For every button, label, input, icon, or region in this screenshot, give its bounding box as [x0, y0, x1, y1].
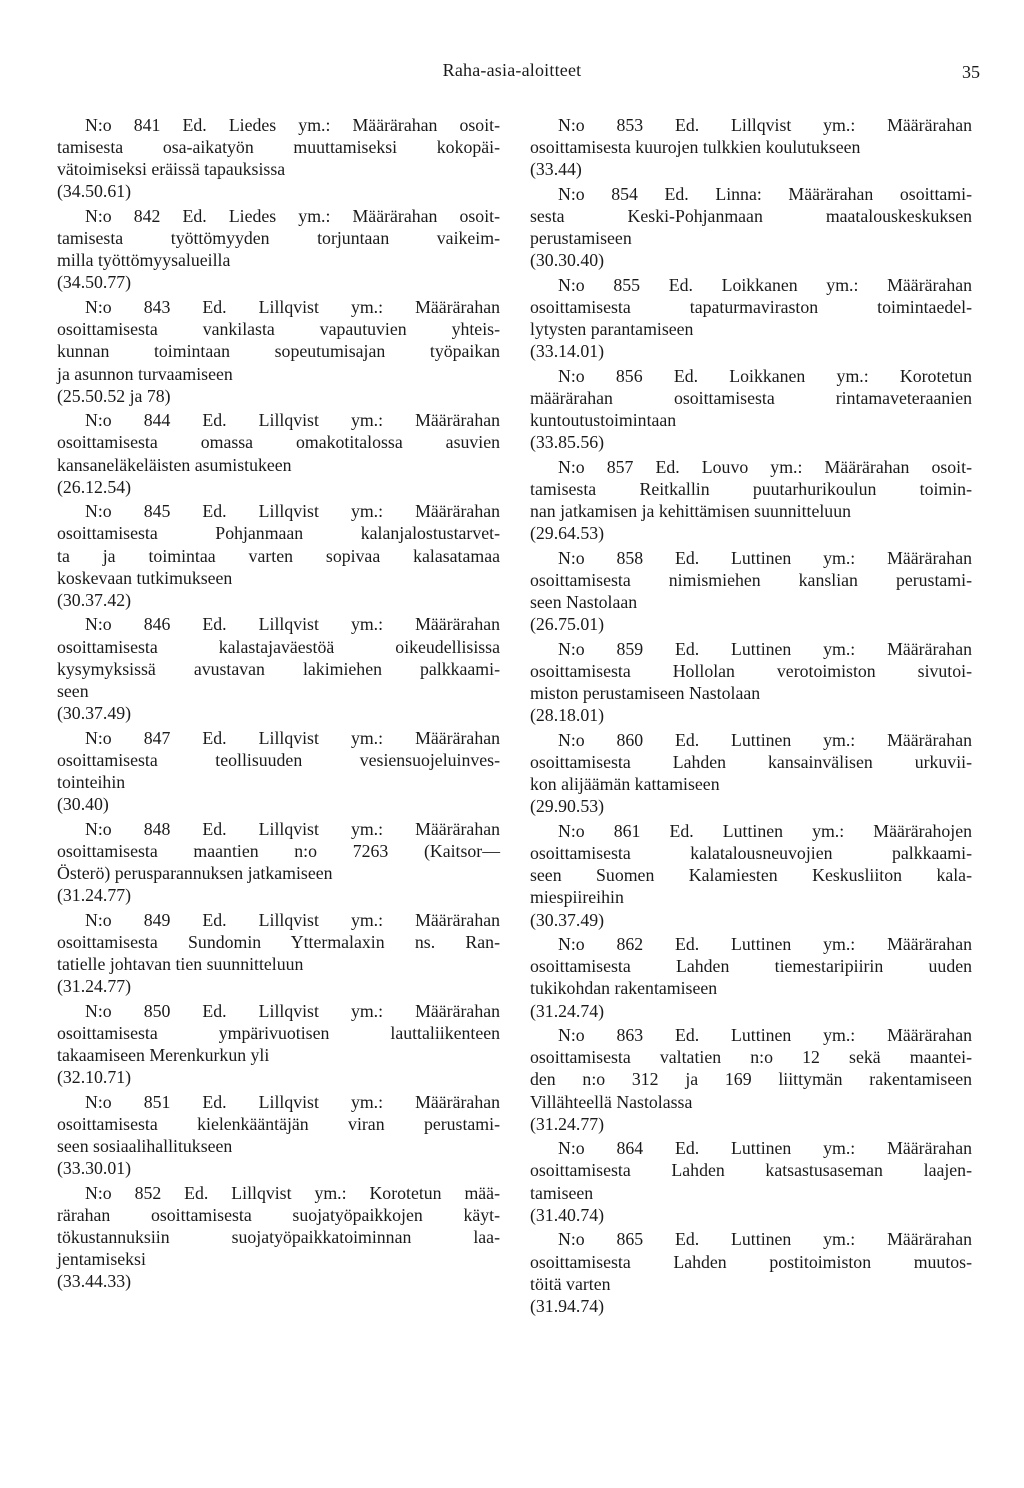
budget-reference: (33.14.01) [530, 341, 605, 362]
entry-text-line: takaamiseen Merenkurkun yli [57, 1044, 270, 1065]
entry-text-line: miston perustamiseen Nastolaan [530, 683, 761, 704]
entry-text-line: seen sosiaalihallitukseen [57, 1135, 233, 1156]
budget-reference: (29.90.53) [530, 796, 605, 817]
entry-text-line: osoittamisesta kielenkääntäjän viran perustami- [57, 1113, 500, 1134]
entry-text-line: den n:o 312 ja 169 liittymän rakentamiseen [530, 1069, 972, 1090]
entry-text-line: seen Nastolaan [530, 592, 638, 613]
entry-text-line: nan jatkamisen ja kehittämisen suunnitteluun [530, 501, 851, 522]
motion-entry [57, 114, 500, 203]
motion-entry [57, 613, 500, 724]
budget-reference: (30.40) [57, 794, 109, 815]
entry-text-line: osoittamisesta Lahden postitoimiston muutos- [530, 1251, 972, 1272]
entry-text-line: N:o 860 Ed. Luttinen ym.: Määrärahan [558, 729, 972, 750]
motion-entry [530, 365, 972, 454]
entry-text-line: perustamiseen [530, 228, 632, 249]
entry-text-line: tökustannuksiin suojatyöpaikkatoiminnan laa- [57, 1226, 500, 1247]
motion-entry [530, 1137, 972, 1226]
budget-reference: (29.64.53) [530, 523, 605, 544]
budget-reference: (28.18.01) [530, 705, 605, 726]
budget-reference: (30.37.49) [57, 703, 132, 724]
entry-text-line: N:o 863 Ed. Luttinen ym.: Määrärahan [558, 1025, 972, 1046]
entry-text-line: jentamiseksi [57, 1249, 146, 1270]
entry-text-line: osoittamisesta Lahden kansainvälisen urkuvii- [530, 752, 972, 773]
entry-text-line: N:o 843 Ed. Lillqvist ym.: Määrärahan [85, 297, 500, 318]
motion-entry [530, 183, 972, 272]
entry-text-line: Österö) perusparannuksen jatkamiseen [57, 862, 333, 883]
entry-text-line: kon alijäämän kattamiseen [530, 774, 720, 795]
entry-text-line: N:o 857 Ed. Louvo ym.: Määrärahan osoit- [558, 456, 972, 477]
entry-text-line: seen Suomen Kalamiesten Keskusliiton kala- [530, 865, 972, 886]
entry-text-line: N:o 849 Ed. Lillqvist ym.: Määrärahan [85, 909, 500, 930]
entry-text-line: N:o 852 Ed. Lillqvist ym.: Korotetun mää- [85, 1182, 500, 1203]
entry-text-line: ta ja toimintaa varten sopivaa kalasatamaa [57, 545, 500, 566]
motion-entry [530, 1228, 972, 1317]
motion-entry [57, 727, 500, 816]
entry-text-line: N:o 862 Ed. Luttinen ym.: Määrärahan [558, 934, 972, 955]
entry-text-line: tointeihin [57, 771, 126, 792]
right-column [530, 114, 972, 1319]
budget-reference: (30.30.40) [530, 250, 605, 271]
budget-reference: (26.12.54) [57, 476, 132, 497]
entry-text-line: osoittamisesta kuurojen tulkkien koulutukseen [530, 137, 861, 158]
budget-reference: (34.50.61) [57, 181, 132, 202]
entry-text-line: N:o 853 Ed. Lillqvist ym.: Määrärahan [558, 115, 972, 135]
budget-reference: (31.24.74) [530, 1000, 605, 1021]
motion-entry [57, 500, 500, 611]
budget-reference: (33.44.33) [57, 1271, 132, 1292]
entry-text-line: osoittamisesta Lahden katsastusaseman laajen- [530, 1160, 972, 1181]
motion-entry [530, 638, 972, 727]
left-column [57, 114, 500, 1295]
entry-text-line: N:o 861 Ed. Luttinen ym.: Määrärahojen [558, 820, 972, 841]
budget-reference: (31.24.77) [57, 885, 132, 906]
entry-text-line: N:o 859 Ed. Luttinen ym.: Määrärahan [558, 638, 972, 659]
entry-text-line: N:o 842 Ed. Liedes ym.: Määrärahan osoit- [85, 206, 500, 227]
budget-reference: (33.85.56) [530, 432, 605, 453]
entry-text-line: tamisesta Reitkallin puutarhurikoulun toimin- [530, 479, 972, 500]
entry-text-line: osoittamisesta Hollolan verotoimiston sivutoi- [530, 661, 972, 682]
entry-text-line: osoittamisesta nimismiehen kanslian perustami- [530, 570, 972, 591]
motion-entry [57, 1000, 500, 1089]
entry-text-line: N:o 858 Ed. Luttinen ym.: Määrärahan [558, 547, 972, 568]
budget-reference: (31.24.77) [530, 1113, 605, 1134]
entry-text-line: osoittamisesta kalatalousneuvojien palkkaami- [530, 843, 972, 864]
motion-entry [57, 296, 500, 407]
motion-entry [530, 456, 972, 545]
budget-reference: (31.40.74) [530, 1204, 605, 1225]
entry-text-line: N:o 851 Ed. Lillqvist ym.: Määrärahan [85, 1091, 500, 1112]
motion-entry [530, 729, 972, 818]
entry-text-line: N:o 865 Ed. Luttinen ym.: Määrärahan [558, 1229, 972, 1250]
entry-text-line: tamisesta työttömyyden torjuntaan vaikeim- [57, 228, 500, 249]
entry-text-line: rärahan osoittamisesta suojatyöpaikkojen käyt- [57, 1204, 500, 1225]
motion-entry [530, 547, 972, 636]
entry-text-line: lytysten parantamiseen [530, 319, 694, 340]
entry-text-line: N:o 864 Ed. Luttinen ym.: Määrärahan [558, 1138, 972, 1159]
motion-entry [57, 205, 500, 294]
entry-text-line: osoittamisesta tapaturmaviraston toimintaedel- [530, 297, 972, 318]
entry-text-line: milla työttömyysalueilla [57, 250, 231, 271]
entry-text-line: osoittamisesta valtatien n:o 12 sekä maantei- [530, 1047, 972, 1068]
entry-text-line: osoittamisesta Pohjanmaan kalanjalostustarvet- [57, 523, 500, 544]
entry-text-line: N:o 844 Ed. Lillqvist ym.: Määrärahan [85, 410, 500, 431]
entry-text-line: N:o 854 Ed. Linna: Määrärahan osoittami- [558, 183, 972, 204]
entry-text-line: osoittamisesta Lahden tiemestaripiirin uuden [530, 956, 972, 977]
budget-reference: (34.50.77) [57, 272, 132, 293]
entry-text-line: vätoimiseksi eräissä tapauksissa [57, 159, 286, 180]
entry-text-line: tamiseen [530, 1182, 594, 1203]
entry-text-line: tukikohdan rakentamiseen [530, 978, 718, 999]
page-number: 35 [962, 62, 980, 82]
entry-text-line: Villähteellä Nastolassa [530, 1091, 693, 1112]
entry-text-line: N:o 848 Ed. Lillqvist ym.: Määrärahan [85, 818, 500, 839]
entry-text-line: N:o 855 Ed. Loikkanen ym.: Määrärahan [558, 274, 972, 295]
entry-text-line: määrärahan osoittamisesta rintamaveteraanien [530, 388, 972, 409]
entry-text-line: osoittamisesta teollisuuden vesiensuojeluinves- [57, 749, 500, 770]
entry-text-line: osoittamisesta ympärivuotisen lauttaliikenteen [57, 1022, 500, 1043]
entry-text-line: osoittamisesta Sundomin Yttermalaxin ns. Ran- [57, 931, 500, 952]
motion-entry [530, 820, 972, 931]
entry-text-line: N:o 846 Ed. Lillqvist ym.: Määrärahan [85, 614, 500, 635]
running-title: Raha-asia-aloitteet [442, 60, 582, 80]
entry-text-line: N:o 856 Ed. Loikkanen ym.: Korotetun [558, 365, 972, 386]
entry-text-line: miespiireihin [530, 887, 624, 908]
entry-text-line: seen [57, 680, 89, 701]
entry-text-line: ja asunnon turvaamiseen [57, 363, 233, 384]
motion-entry [57, 909, 500, 998]
budget-reference: (30.37.42) [57, 589, 132, 610]
budget-reference: (33.44) [530, 159, 582, 180]
motion-entry [530, 933, 972, 1022]
entry-text-line: N:o 847 Ed. Lillqvist ym.: Määrärahan [85, 727, 500, 748]
budget-reference: (25.50.52 ja 78) [57, 385, 171, 406]
budget-reference: (33.30.01) [57, 1158, 132, 1179]
entry-text-line: osoittamisesta kalastajaväestöä oikeudellisissa [57, 636, 500, 657]
motion-entry [530, 114, 972, 180]
entry-text-line: töitä varten [530, 1273, 611, 1294]
entry-text-line: kansaneläkeläisten asumistukeen [57, 454, 292, 475]
entry-text-line: tamisesta osa-aikatyön muuttamiseksi kokopäi- [57, 137, 500, 158]
entry-text-line: kuntoutustoimintaan [530, 410, 677, 431]
entry-text-line: N:o 850 Ed. Lillqvist ym.: Määrärahan [85, 1000, 500, 1021]
motion-entry [530, 1024, 972, 1135]
budget-reference: (31.24.77) [57, 976, 132, 997]
entry-text-line: osoittamisesta vankilasta vapautuvien yhteis- [57, 319, 500, 340]
budget-reference: (30.37.49) [530, 909, 605, 930]
motion-entry [57, 409, 500, 498]
entry-text-line: N:o 845 Ed. Lillqvist ym.: Määrärahan [85, 501, 500, 522]
entry-text-line: osoittamisesta omassa omakotitalossa asuvien [57, 432, 500, 453]
entry-text-line: sesta Keski-Pohjanmaan maatalouskeskuksen [530, 206, 972, 227]
budget-reference: (31.94.74) [530, 1295, 605, 1316]
entry-text-line: tatielle johtavan tien suunnitteluun [57, 953, 304, 974]
entry-text-line: kunnan toimintaan sopeutumisajan työpaikan [57, 341, 500, 362]
motion-entry [57, 1091, 500, 1180]
entry-text-line: N:o 841 Ed. Liedes ym.: Määrärahan osoit- [85, 115, 500, 135]
motion-entry [530, 274, 972, 363]
budget-reference: (32.10.71) [57, 1067, 132, 1088]
entry-text-line: koskevaan tutkimukseen [57, 567, 233, 588]
budget-reference: (26.75.01) [530, 614, 605, 635]
motion-entry [57, 818, 500, 907]
entry-text-line: osoittamisesta maantien n:o 7263 (Kaitsor— [57, 840, 500, 861]
motion-entry [57, 1182, 500, 1293]
entry-text-line: kysymyksissä avustavan lakimiehen palkkaami- [57, 658, 500, 679]
